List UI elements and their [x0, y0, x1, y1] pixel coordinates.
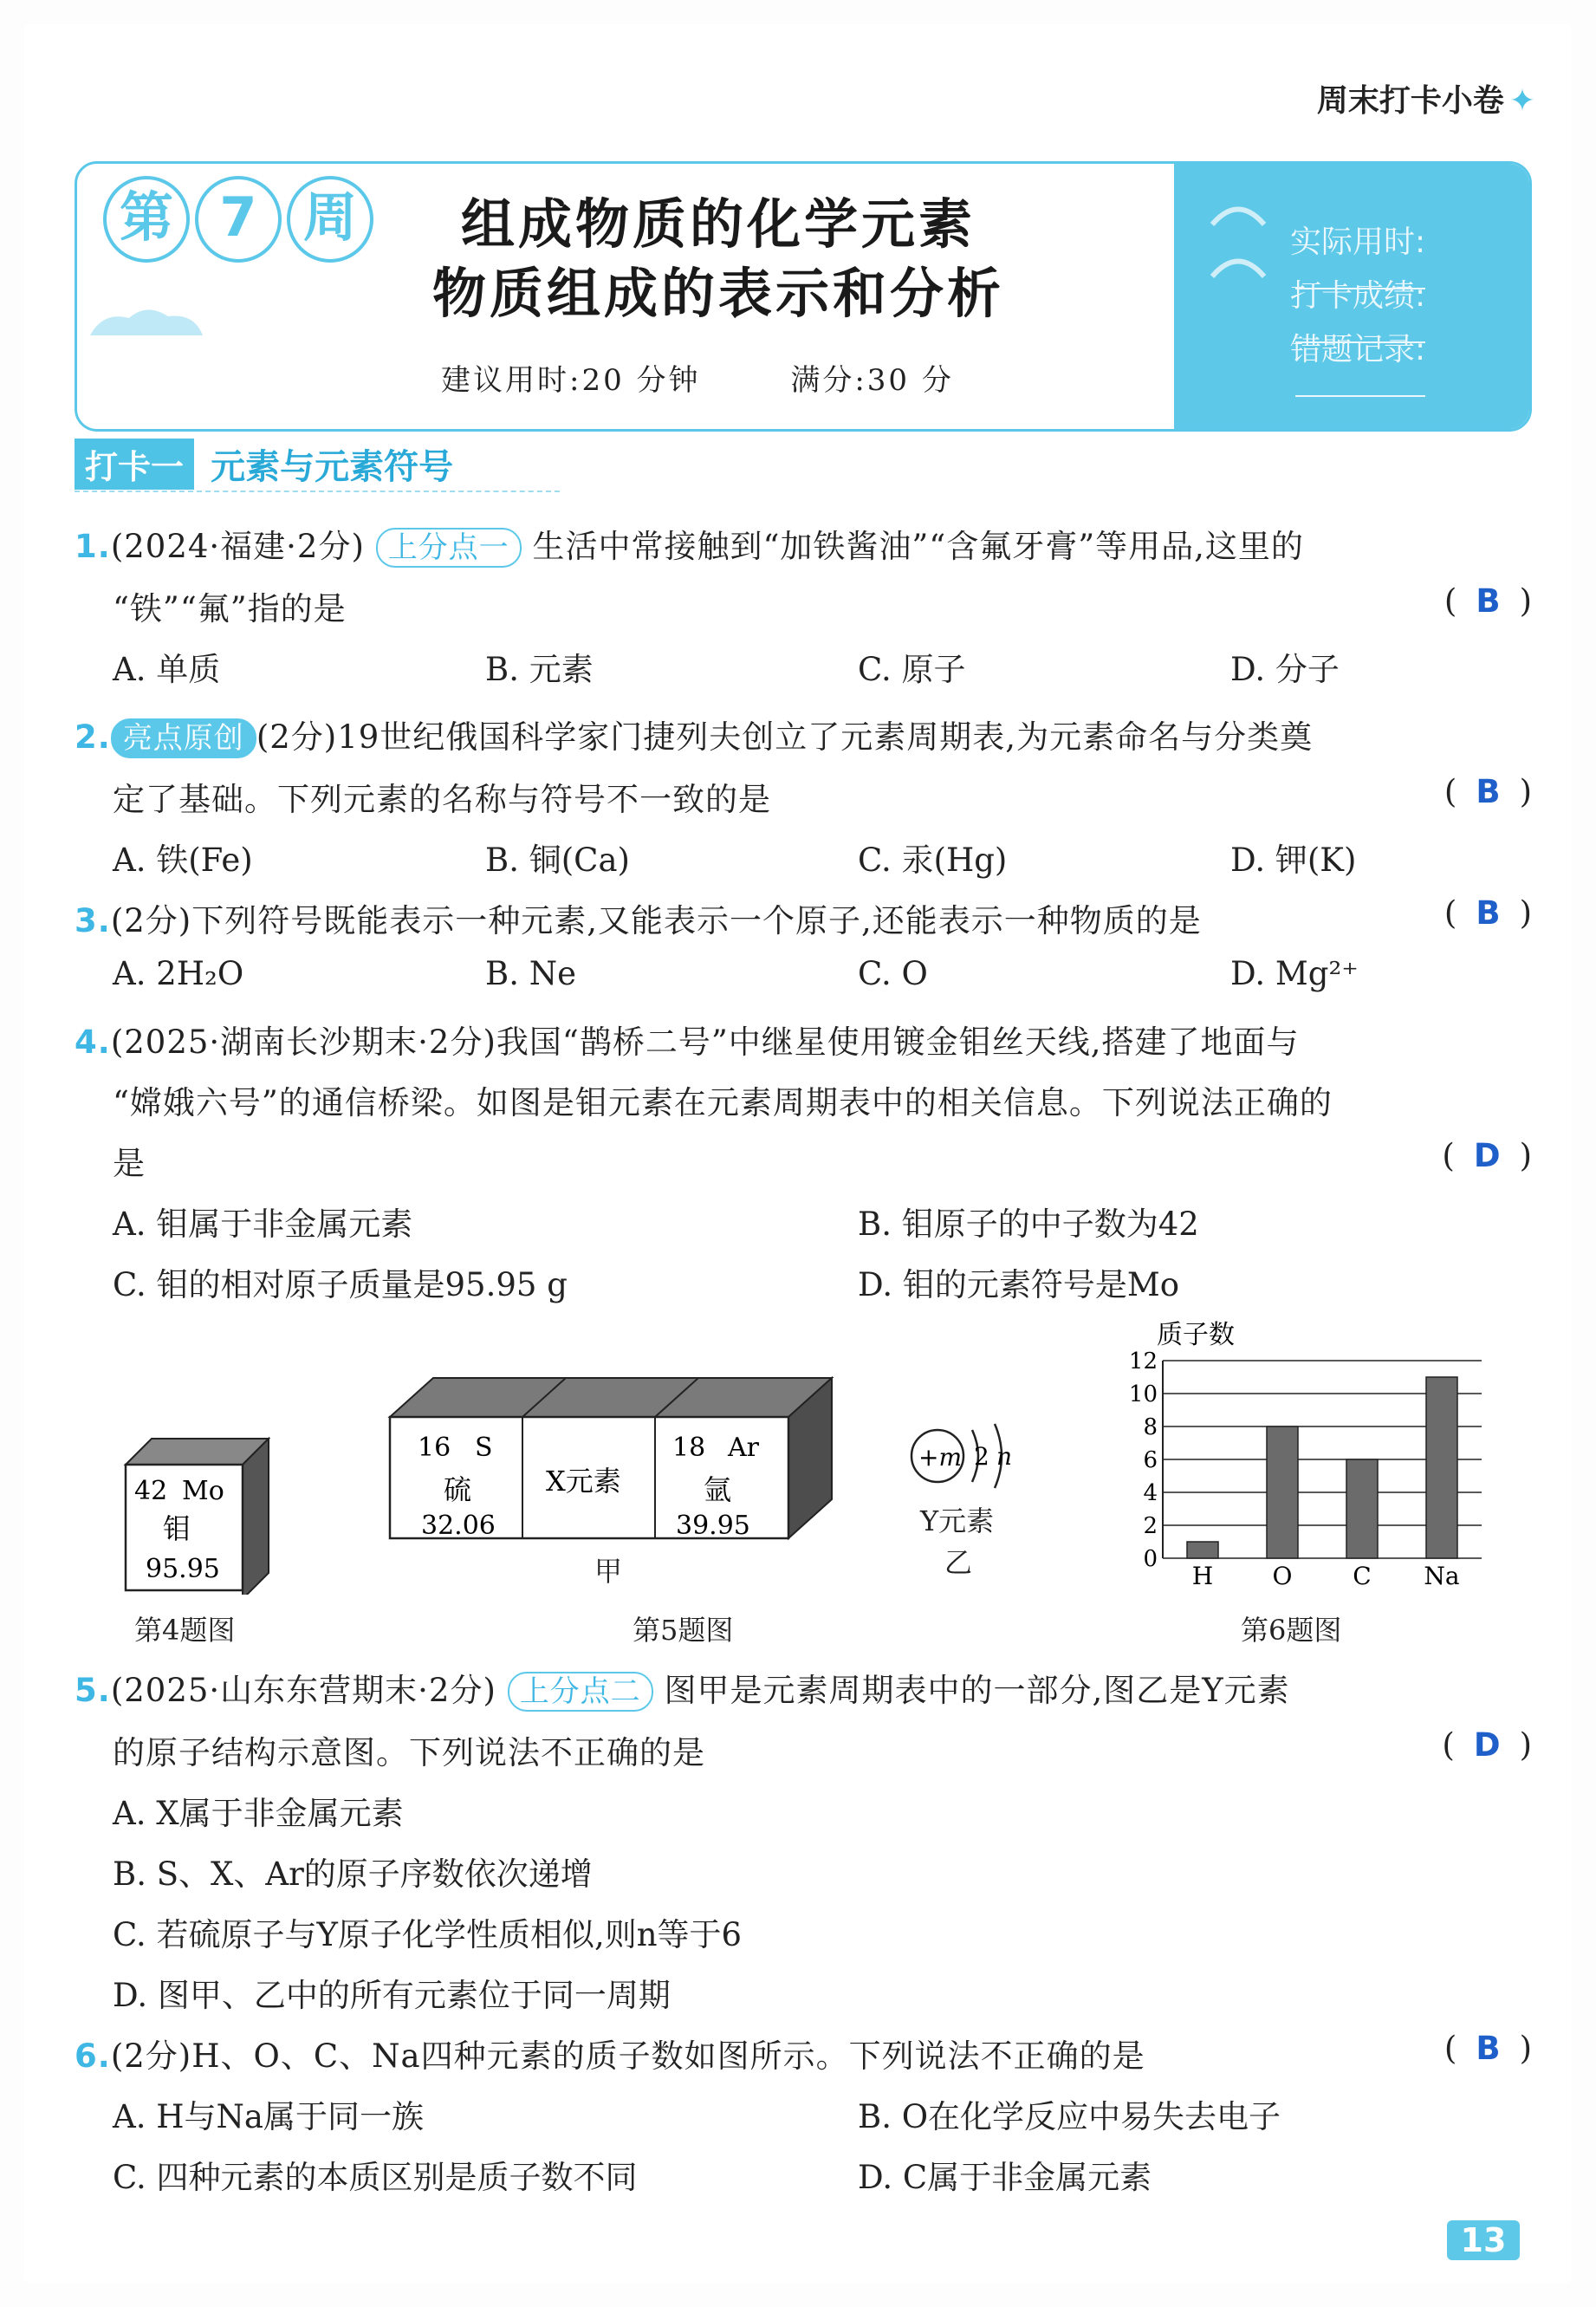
- question-4: 4.(2025·湖南长沙期末·2分)我国“鹊桥二号”中继星使用镀金钼丝天线,搭建了地面与: [75, 1024, 1300, 1061]
- x-tick-label: C: [1353, 1562, 1372, 1590]
- y-tick-label: 10: [1128, 1381, 1158, 1407]
- option: C. 若硫原子与Y原子化学性质相似,则n等于6: [113, 1916, 743, 1953]
- option: A. 钼属于非金属元素: [113, 1205, 413, 1243]
- question-2-line-2: 定了基础。下列元素的名称与符号不一致的是: [113, 781, 771, 818]
- y-tick-label: 12: [1128, 1348, 1158, 1374]
- full-score: 满分:30 分: [790, 363, 954, 398]
- bar-Na: [1426, 1377, 1457, 1558]
- page-number: 13: [1447, 2220, 1520, 2260]
- record-actual-time[interactable]: 实际用时:: [1290, 218, 1529, 297]
- mo-number: 42: [134, 1476, 168, 1506]
- mo-name: 钼: [163, 1512, 191, 1545]
- shell-2-electrons: n: [996, 1442, 1013, 1471]
- week-char: 周: [287, 176, 373, 263]
- figure-4-caption: 第4题图: [134, 1614, 236, 1647]
- option: C. 汞(Hg): [858, 842, 1008, 879]
- option: C. O: [858, 955, 928, 992]
- x-tick-label: H: [1191, 1562, 1214, 1590]
- answer-4: ( D ): [1442, 1137, 1532, 1174]
- question-5-line-2: 的原子结构示意图。下列说法不正确的是: [113, 1734, 705, 1771]
- y-element-label: Y元素: [920, 1504, 995, 1537]
- question-1-line-2: “铁”“氟”指的是: [113, 590, 347, 627]
- option: D. 钼的元素符号是Mo: [858, 1266, 1180, 1303]
- nucleus-charge: +m: [918, 1443, 963, 1472]
- s-name: 硫: [444, 1473, 472, 1506]
- cloud-icon: [86, 302, 207, 337]
- option: B. 元素: [485, 651, 594, 688]
- s-number: 16: [418, 1433, 451, 1463]
- s-symbol: S: [475, 1433, 493, 1463]
- figure-5-atom-diagram: [901, 1417, 1031, 1495]
- shell-1-electrons: 2: [974, 1442, 989, 1471]
- tag-badge: 上分点二: [508, 1672, 653, 1712]
- figure-5-label-jia: 甲: [594, 1555, 623, 1588]
- week-char: 第: [103, 176, 190, 263]
- y-tick-label: 2: [1143, 1513, 1158, 1539]
- option: D. C属于非金属元素: [858, 2159, 1152, 2196]
- answer-1: ( B ): [1444, 582, 1532, 620]
- week-badge: [103, 176, 373, 263]
- option: B. 钼原子的中子数为42: [858, 1205, 1199, 1243]
- bar-H: [1187, 1542, 1218, 1558]
- title-line-2: 物质组成的表示和分析: [431, 262, 1004, 325]
- answer-6: ( B ): [1444, 2030, 1532, 2067]
- option: C. 四种元素的本质区别是质子数不同: [113, 2159, 638, 2196]
- record-mistakes[interactable]: 错题记录:: [1290, 325, 1529, 405]
- option: D. Mg²⁺: [1230, 955, 1359, 992]
- section-tag: 打卡一: [75, 439, 194, 490]
- ar-symbol: Ar: [728, 1433, 760, 1463]
- question-1: 1.(2024·福建·2分) 上分点一 生活中常接触到“加铁酱油”“含氟牙膏”等用品,这里的: [75, 520, 1304, 568]
- header-meta: [441, 356, 1032, 399]
- answer-2: ( B ): [1444, 773, 1532, 810]
- option: D. 分子: [1230, 651, 1340, 688]
- option: A. 2H₂O: [113, 955, 244, 992]
- title-line-1: 组成物质的化学元素: [460, 192, 976, 256]
- option: B. O在化学反应中易失去电子: [858, 2098, 1281, 2135]
- option: D. 图甲、乙中的所有元素位于同一周期: [113, 1977, 671, 2014]
- x-element-label: X元素: [546, 1465, 621, 1498]
- suggested-time: 建议用时:20 分钟: [441, 363, 701, 398]
- y-tick-label: 8: [1143, 1414, 1158, 1440]
- question-4-line-2: “嫦娥六号”的通信桥梁。如图是钼元素在元素周期表中的相关信息。下列说法正确的: [113, 1084, 1333, 1121]
- ring-binder-icon: [1203, 190, 1273, 320]
- tag-badge: 亮点原创: [111, 718, 256, 758]
- question-3: 3.(2分)下列符号既能表示一种元素,又能表示一个原子,还能表示一种物质的是: [75, 902, 1202, 939]
- option: B. S、X、Ar的原子序数依次递增: [113, 1855, 593, 1893]
- option: A. H与Na属于同一族: [113, 2098, 424, 2135]
- option: B. Ne: [485, 955, 576, 992]
- tag-badge: 上分点一: [376, 528, 522, 568]
- header-box: [75, 161, 1532, 432]
- figure-5-label-yi: 乙: [944, 1546, 973, 1579]
- option: B. 铜(Ca): [485, 842, 630, 879]
- option: A. X属于非金属元素: [113, 1795, 404, 1832]
- bar-C: [1346, 1459, 1378, 1558]
- answer-3: ( B ): [1444, 894, 1532, 932]
- sparkle-icon: ✦: [1508, 83, 1535, 119]
- question-2: 2. 亮点原创 (2分)19世纪俄国科学家门捷列夫创立了元素周期表,为元素命名与分类奠: [75, 711, 1313, 758]
- s-mass: 32.06: [421, 1511, 496, 1541]
- x-tick-label: O: [1272, 1562, 1293, 1590]
- option: D. 钾(K): [1230, 842, 1357, 879]
- figure-6-caption: 第6题图: [1241, 1614, 1342, 1647]
- question-6: 6.(2分)H、O、C、Na四种元素的质子数如图所示。下列说法不正确的是: [75, 2037, 1145, 2075]
- figure-5-periodic-strip: [381, 1369, 849, 1569]
- question-4-line-3: 是: [113, 1145, 146, 1182]
- chart-ylabel: 质子数: [1157, 1320, 1235, 1350]
- bar-O: [1267, 1426, 1298, 1558]
- ar-name: 氩: [704, 1473, 732, 1506]
- record-score[interactable]: 打卡成绩:: [1290, 271, 1529, 351]
- y-tick-label: 6: [1143, 1447, 1158, 1473]
- mo-symbol: Mo: [182, 1476, 224, 1506]
- figure-6-chart: [1118, 1317, 1499, 1603]
- mo-mass: 95.95: [146, 1554, 220, 1584]
- ar-mass: 39.95: [676, 1511, 750, 1541]
- option: C. 钼的相对原子质量是95.95 g: [113, 1266, 568, 1303]
- figure-5-caption: 第5题图: [633, 1614, 734, 1647]
- section-heading: [75, 439, 453, 489]
- option: A. 铁(Fe): [113, 842, 253, 879]
- option: C. 原子: [858, 651, 966, 688]
- answer-5: ( D ): [1442, 1726, 1532, 1764]
- ar-number: 18: [672, 1433, 706, 1463]
- option: A. 单质: [113, 651, 221, 688]
- section-title: 元素与元素符号: [211, 447, 454, 487]
- figure-4-mo-cell: [113, 1421, 286, 1595]
- running-header: 周末打卡小卷 ✦: [1316, 83, 1535, 119]
- week-char: 7: [195, 176, 282, 263]
- x-tick-label: Na: [1424, 1562, 1460, 1590]
- y-tick-label: 4: [1143, 1480, 1158, 1506]
- question-5: 5.(2025·山东东营期末·2分) 上分点二 图甲是元素周期表中的一部分,图乙是Y元素: [75, 1664, 1290, 1712]
- y-tick-label: 0: [1143, 1546, 1158, 1572]
